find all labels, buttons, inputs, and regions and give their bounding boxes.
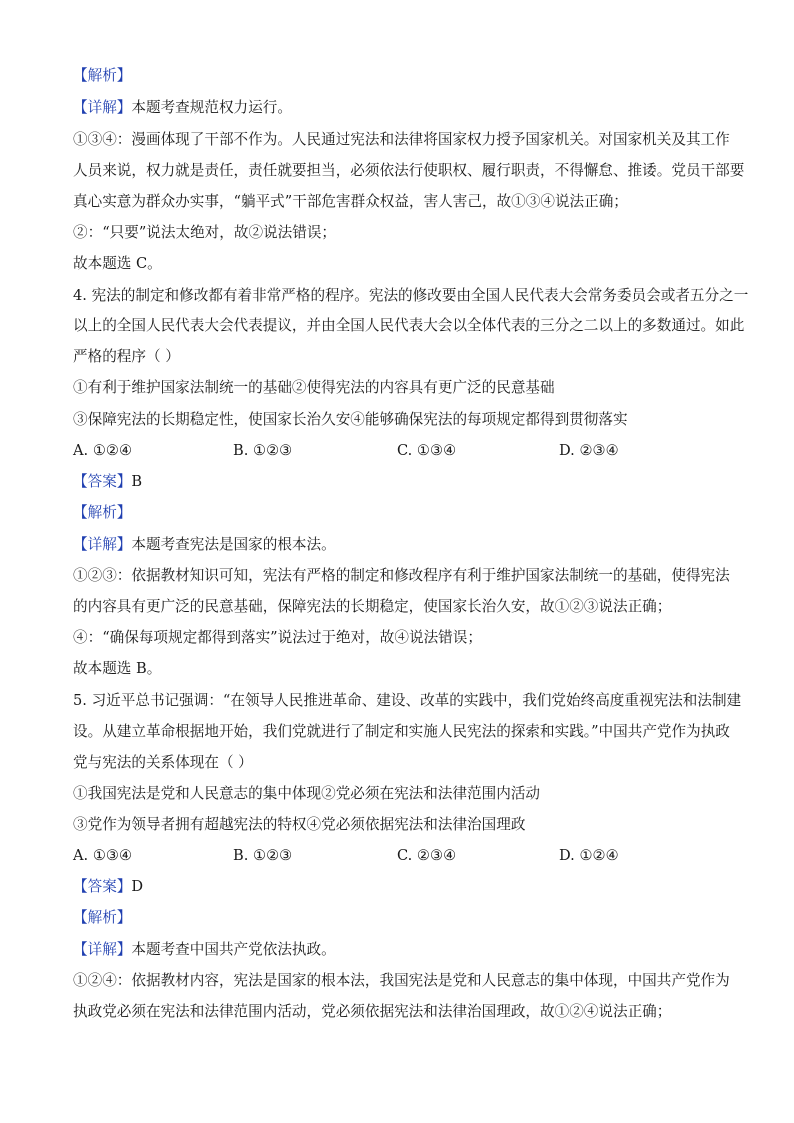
option-c: C. ①③④	[397, 442, 457, 459]
question-5-text: 5. 习近平总书记强调：“在领导人民推进革命、建设、改革的实践中，我们党始终高度重视宪法和法制建	[73, 692, 742, 709]
answer-line: 【答案】B	[73, 473, 143, 490]
section-tag: 【解析】	[73, 909, 132, 926]
question-5-statement: ③党作为领导者拥有超越宪法的特权④党必须依据宪法和法律治国理政	[73, 816, 526, 833]
question-4-text: 以上的全国人民代表大会代表提议，并由全国人民代表大会以全体代表的三分之二以上的多数通过。如此	[73, 317, 745, 334]
detail-line: 【详解】本题考查中国共产党依法执政。	[73, 941, 336, 958]
body-line: 故本题选 B。	[73, 660, 162, 677]
option-b: B. ①②③	[233, 442, 293, 459]
question-5-statement: ①我国宪法是党和人民意志的集中体现②党必须在宪法和法律范围内活动	[73, 785, 541, 802]
section-tag: 【详解】	[73, 941, 132, 958]
body-line: ④：“确保每项规定都得到落实”说法过于绝对，故④说法错误；	[73, 629, 482, 646]
question-5-text: 设。从建立革命根据地开始，我们党就进行了制定和实施人民宪法的探索和实践。”中国共产党作为执政	[73, 723, 730, 740]
answer-line: 【答案】D	[73, 878, 144, 895]
section-tag: 【详解】	[73, 536, 132, 553]
body-line: ②：“只要”说法太绝对，故②说法错误；	[73, 224, 337, 241]
question-5-text: 党与宪法的关系体现在（ ）	[73, 754, 253, 771]
section-tag: 【答案】	[73, 473, 132, 490]
question-4-statement: ①有利于维护国家法制统一的基础②使得宪法的内容具有更广泛的民意基础	[73, 379, 555, 396]
option-b: B. ①②③	[233, 847, 293, 864]
section-tag: 【详解】	[73, 99, 132, 116]
section-tag: 【答案】	[73, 878, 132, 895]
option-a: A. ①③④	[73, 847, 133, 864]
body-line: 执政党必须在宪法和法律范围内活动，党必须依据宪法和法律治国理政，故①②④说法正确；	[73, 1003, 672, 1020]
detail-line: 【详解】本题考查规范权力运行。	[73, 99, 292, 116]
body-line: 人员来说，权力就是责任，责任就要担当，必须依法行使职权、履行职责，不得懈怠、推诿。党员干部要	[73, 162, 745, 179]
question-4-text: 严格的程序（ ）	[73, 348, 180, 365]
option-d: D. ①②④	[559, 847, 619, 864]
detail-line: 【详解】本题考查宪法是国家的根本法。	[73, 536, 336, 553]
option-c: C. ②③④	[397, 847, 457, 864]
analysis-heading	[73, 66, 724, 86]
option-a: A. ①②④	[73, 442, 133, 459]
body-line: 真心实意为群众办实事，“躺平式”干部危害群众权益，害人害己，故①③④说法正确；	[73, 193, 628, 210]
option-d: D. ②③④	[559, 442, 619, 459]
body-line: ①②③：依据教材知识可知，宪法有严格的制定和修改程序有利于维护国家法制统一的基础，使得宪法	[73, 567, 730, 584]
question-4-text: 4. 宪法的制定和修改都有着非常严格的程序。宪法的修改要由全国人民代表大会常务委员会或者五分之一	[73, 287, 749, 304]
question-4-statement: ③保障宪法的长期稳定性，使国家长治久安④能够确保宪法的每项规定都得到贯彻落实	[73, 411, 628, 428]
body-line: 故本题选 C。	[73, 255, 162, 272]
section-tag: 【解析】	[73, 67, 132, 84]
body-line: ①②④：依据教材内容，宪法是国家的根本法，我国宪法是党和人民意志的集中体现，中国共产党作为	[73, 972, 730, 989]
analysis-heading	[73, 908, 724, 928]
body-line: 的内容具有更广泛的民意基础，保障宪法的长期稳定，使国家长治久安，故①②③说法正确；	[73, 598, 672, 615]
body-line: ①③④：漫画体现了干部不作为。人民通过宪法和法律将国家权力授予国家机关。对国家机关及其工作	[73, 131, 730, 148]
analysis-heading	[73, 503, 724, 523]
section-tag: 【解析】	[73, 504, 132, 521]
